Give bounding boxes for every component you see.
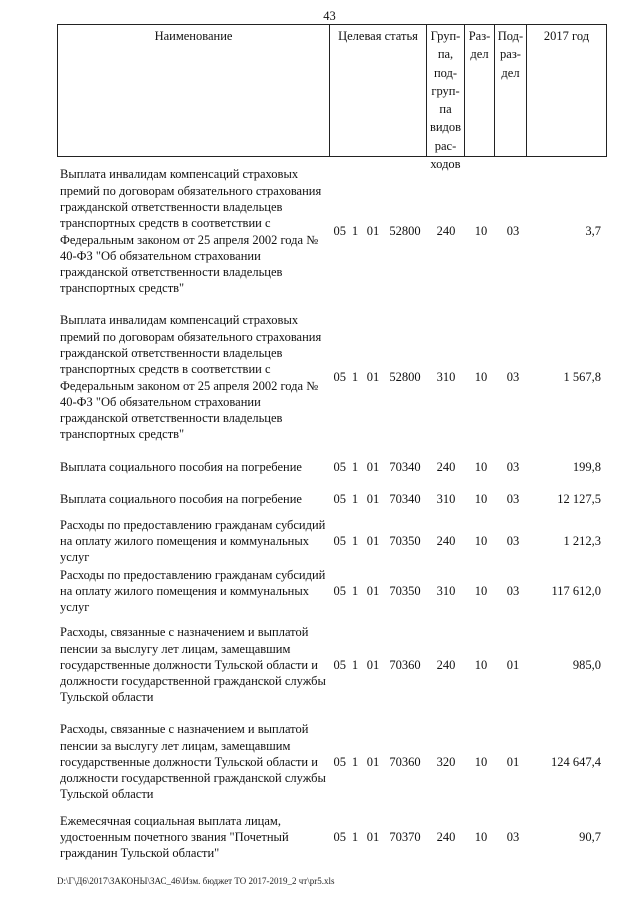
- row-podrazdel: 03: [506, 459, 520, 474]
- row-name: Расходы по предоставлению гражданам субсидий на оплату жилого помещения и коммунальных услуг: [60, 567, 326, 615]
- row-group: 240: [436, 459, 456, 474]
- target-event: 01: [366, 657, 380, 672]
- row-podrazdel: 03: [506, 583, 520, 598]
- row-name: Расходы, связанные с назначением и выплатой пенсии за выслугу лет лицам, замещавшим государственные должности Тульской области и должности государственной гражданской службы Тульской области: [60, 625, 326, 705]
- target-program: 05: [333, 657, 346, 672]
- table-row: [60, 812, 605, 862]
- target-program: 05: [333, 533, 346, 548]
- row-name: Выплата социального пособия на погребение: [60, 491, 302, 506]
- row-podrazdel: 03: [506, 829, 520, 844]
- header-name: Наименование: [58, 25, 330, 156]
- row-amount: 985,0: [572, 657, 601, 672]
- row-name: Выплата социального пособия на погребение: [60, 459, 302, 474]
- table-row: [60, 566, 605, 616]
- row-amount: 1 567,8: [563, 370, 601, 385]
- target-subprogram: 1: [351, 829, 359, 844]
- target-event: 01: [366, 829, 380, 844]
- target-code: 70370: [389, 829, 421, 844]
- row-group: 310: [436, 491, 456, 506]
- row-amount: 199,8: [572, 459, 601, 474]
- target-program: 05: [333, 583, 346, 598]
- row-podrazdel: 03: [506, 533, 520, 548]
- target-subprogram: 1: [351, 491, 359, 506]
- header-group: Груп- па, под- груп- па видов рас- ходов: [427, 25, 465, 156]
- target-event: 01: [366, 224, 380, 239]
- table-row: [60, 490, 605, 508]
- file-path-footer: D:\Г\Д6\2017\ЗАКОНЫ\ЗАС_46\Изм. бюджет ТО 2017-2019_2 чт\pr5.xls: [57, 876, 335, 886]
- target-code: 70350: [389, 583, 421, 598]
- target-code: 70340: [389, 491, 421, 506]
- row-razdel: 10: [474, 370, 488, 385]
- header-year: 2017 год: [527, 25, 607, 156]
- target-program: 05: [333, 754, 346, 769]
- target-subprogram: 1: [351, 533, 359, 548]
- row-amount: 1 212,3: [563, 533, 601, 548]
- target-event: 01: [366, 491, 380, 506]
- target-event: 01: [366, 533, 380, 548]
- row-name: Расходы по предоставлению гражданам субсидий на оплату жилого помещения и коммунальных услуг: [60, 517, 326, 565]
- row-amount: 12 127,5: [557, 491, 601, 506]
- row-amount: 3,7: [585, 224, 601, 239]
- table-row: [60, 166, 605, 297]
- row-razdel: 10: [474, 533, 488, 548]
- row-podrazdel: 03: [506, 224, 520, 239]
- header-razdel: Раз- дел: [465, 25, 495, 156]
- row-razdel: 10: [474, 459, 488, 474]
- target-subprogram: 1: [351, 754, 359, 769]
- target-code: 52800: [389, 224, 421, 239]
- target-subprogram: 1: [351, 370, 359, 385]
- target-code: 70340: [389, 459, 421, 474]
- target-subprogram: 1: [351, 459, 359, 474]
- target-program: 05: [333, 370, 346, 385]
- row-razdel: 10: [474, 491, 488, 506]
- target-program: 05: [333, 224, 346, 239]
- row-group: 320: [436, 754, 456, 769]
- row-group: 240: [436, 224, 456, 239]
- target-code: 70350: [389, 533, 421, 548]
- target-code: 52800: [389, 370, 421, 385]
- header-podrazdel: Под- раз- дел: [495, 25, 527, 156]
- row-name: Выплата инвалидам компенсаций страховых премий по договорам обязательного страхования гражданской ответственности владельцев транспортных средств в соответствии с Федеральным законом от 25 апреля 2002 года № 40-ФЗ "Об обязательном страховании гражданской ответственности владельцев транспортных средств": [60, 167, 322, 296]
- target-event: 01: [366, 459, 380, 474]
- row-amount: 117 612,0: [551, 583, 601, 598]
- target-subprogram: 1: [351, 657, 359, 672]
- target-code: 70360: [389, 754, 421, 769]
- row-group: 240: [436, 533, 456, 548]
- row-podrazdel: 03: [506, 370, 520, 385]
- row-razdel: 10: [474, 657, 488, 672]
- target-event: 01: [366, 583, 380, 598]
- target-code: 70360: [389, 657, 421, 672]
- page-number: 43: [323, 9, 336, 23]
- row-amount: 124 647,4: [551, 754, 601, 769]
- target-subprogram: 1: [351, 583, 359, 598]
- row-name: Расходы, связанные с назначением и выплатой пенсии за выслугу лет лицам, замещавшим государственные должности Тульской области и должности государственной гражданской службы Тульской области: [60, 722, 326, 802]
- row-group: 310: [436, 583, 456, 598]
- target-program: 05: [333, 459, 346, 474]
- row-group: 240: [436, 829, 456, 844]
- table-header: [57, 24, 607, 172]
- target-event: 01: [366, 370, 380, 385]
- table-row: [60, 624, 605, 706]
- table-row: [60, 516, 605, 566]
- row-razdel: 10: [474, 224, 488, 239]
- target-event: 01: [366, 754, 380, 769]
- row-razdel: 10: [474, 754, 488, 769]
- row-razdel: 10: [474, 829, 488, 844]
- row-podrazdel: 01: [506, 657, 520, 672]
- row-name: Ежемесячная социальная выплата лицам, удостоенным почетного звания "Почетный гражданин Тульской области": [60, 813, 289, 861]
- target-program: 05: [333, 491, 346, 506]
- row-podrazdel: 01: [506, 754, 520, 769]
- row-amount: 90,7: [579, 829, 601, 844]
- row-razdel: 10: [474, 583, 488, 598]
- row-group: 240: [436, 657, 456, 672]
- row-podrazdel: 03: [506, 491, 520, 506]
- row-name: Выплата инвалидам компенсаций страховых премий по договорам обязательного страхования гражданской ответственности владельцев транспортных средств в соответствии с Федеральным законом от 25 апреля 2002 года № 40-ФЗ "Об обязательном страховании гражданской ответственности владельцев транспортных средств": [60, 313, 322, 442]
- target-subprogram: 1: [351, 224, 359, 239]
- row-group: 310: [436, 370, 456, 385]
- table-row: [60, 312, 605, 443]
- table-row: [60, 721, 605, 803]
- header-target: Целевая статья: [330, 25, 427, 156]
- target-program: 05: [333, 829, 346, 844]
- table-row: [60, 458, 605, 476]
